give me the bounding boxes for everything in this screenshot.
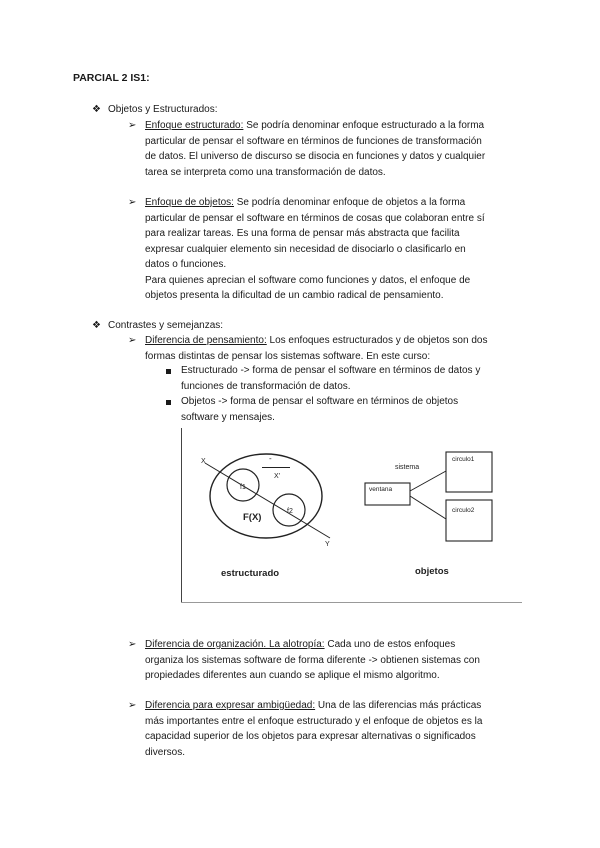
- section2-heading: Contrastes y semejanzas:: [108, 320, 224, 331]
- ventana-label: ventana: [369, 486, 393, 493]
- system-label: sistema: [395, 464, 420, 471]
- x-to-y-flow-line: [205, 463, 330, 538]
- text-line: expresar cualquier elemento sin necesidad de disociarlo o clasificarlo en: [145, 243, 466, 255]
- term-diferencia-pensamiento: Diferencia de pensamiento:: [145, 335, 267, 346]
- text-line: Cada uno de estos enfoques: [327, 639, 456, 650]
- text-line: particular de pensar el software en términos de cosas que colaboran entre sí: [145, 212, 485, 224]
- term-enfoque-estructurado: Enfoque estructurado:: [145, 120, 244, 131]
- text-line: tarea se interpreta como una transformación de datos.: [145, 166, 386, 178]
- f2-label: f2: [287, 508, 293, 515]
- structured-diagram: [201, 454, 330, 579]
- text-line: datos o funciones.: [145, 259, 227, 270]
- term-diferencia-organizacion: Diferencia de organización. La alotropía:: [145, 639, 325, 650]
- function-fx-ellipse: [210, 454, 322, 538]
- text-line: formas distintas de pensar los sistemas software. En este curso:: [145, 350, 431, 362]
- text-line: de datos. El universo de discurso se disocia en funciones y datos y cualquier: [145, 151, 486, 162]
- section2-item3: [145, 698, 530, 760]
- text-line: Para quienes aprecian el software como funciones y datos, el enfoque de: [145, 274, 471, 286]
- diamond-bullet-icon: ❖: [92, 320, 101, 331]
- arrow-bullet-icon: ➢: [128, 197, 137, 208]
- objects-caption: objetos: [415, 566, 449, 577]
- circulo1-label: circulo1: [452, 456, 475, 463]
- top-mark: -: [269, 454, 272, 463]
- arrow-bullet-icon: ➢: [128, 335, 137, 346]
- xprime-label: X': [274, 473, 281, 480]
- text-line: organiza los sistemas software de forma diferente -> obtienen sistemas con: [145, 654, 480, 666]
- text-line: Objetos -> forma de pensar el software en términos de objetos: [181, 396, 459, 407]
- text-line: software y mensajes.: [181, 411, 275, 423]
- diamond-bullet-icon: ❖: [92, 104, 101, 115]
- text-line: particular de pensar el software en términos de funciones de transformación: [145, 135, 482, 147]
- text-line: capacidad superior de los objetos para expresar alternativas o significados: [145, 731, 476, 742]
- circulo2-label: circulo2: [452, 507, 475, 514]
- text-line: Se podría denominar enfoque de objetos a la forma: [236, 197, 466, 208]
- text-line: para realizar tareas. Es una forma de pensar más abstracta que facilita: [145, 228, 460, 239]
- arrow-bullet-icon: ➢: [128, 120, 137, 131]
- objects-diagram: [365, 452, 492, 577]
- term-diferencia-ambiguedad: Diferencia para expresar ambigüedad:: [145, 700, 316, 711]
- section1-heading: Objetos y Estructurados:: [108, 104, 218, 115]
- text-line: Estructurado -> forma de pensar el software en términos de datos y: [181, 365, 481, 376]
- page-title: PARCIAL 2 IS1:: [73, 72, 150, 84]
- term-enfoque-objetos: Enfoque de objetos:: [145, 197, 234, 208]
- x-label: X: [201, 458, 206, 465]
- text-line: Una de las diferencias más prácticas: [317, 700, 482, 711]
- section2-item2: [145, 637, 530, 684]
- message-arrow-1: [410, 471, 446, 491]
- text-line: Se podría denominar enfoque estructurado a la forma: [246, 120, 485, 131]
- fx-label: F(X): [243, 512, 262, 523]
- y-label: Y: [325, 541, 330, 548]
- text-line: propiedades diferentes aun cuando se aplique el mismo algoritmo.: [145, 670, 440, 681]
- text-line: diversos.: [145, 746, 186, 758]
- structured-caption: estructurado: [221, 568, 280, 579]
- arrow-bullet-icon: ➢: [128, 700, 137, 711]
- text-line: objetos presenta la dificultad de un cambio radical de pensamiento.: [145, 290, 444, 301]
- text-line: Los enfoques estructurados y de objetos son dos: [269, 335, 488, 346]
- f1-label: f1: [240, 484, 246, 491]
- arrow-bullet-icon: ➢: [128, 639, 137, 650]
- message-arrow-2: [410, 496, 446, 519]
- text-line: más importantes entre el enfoque estructurado y el enfoque de objetos es la: [145, 715, 483, 727]
- text-line: funciones de transformación de datos.: [181, 380, 351, 392]
